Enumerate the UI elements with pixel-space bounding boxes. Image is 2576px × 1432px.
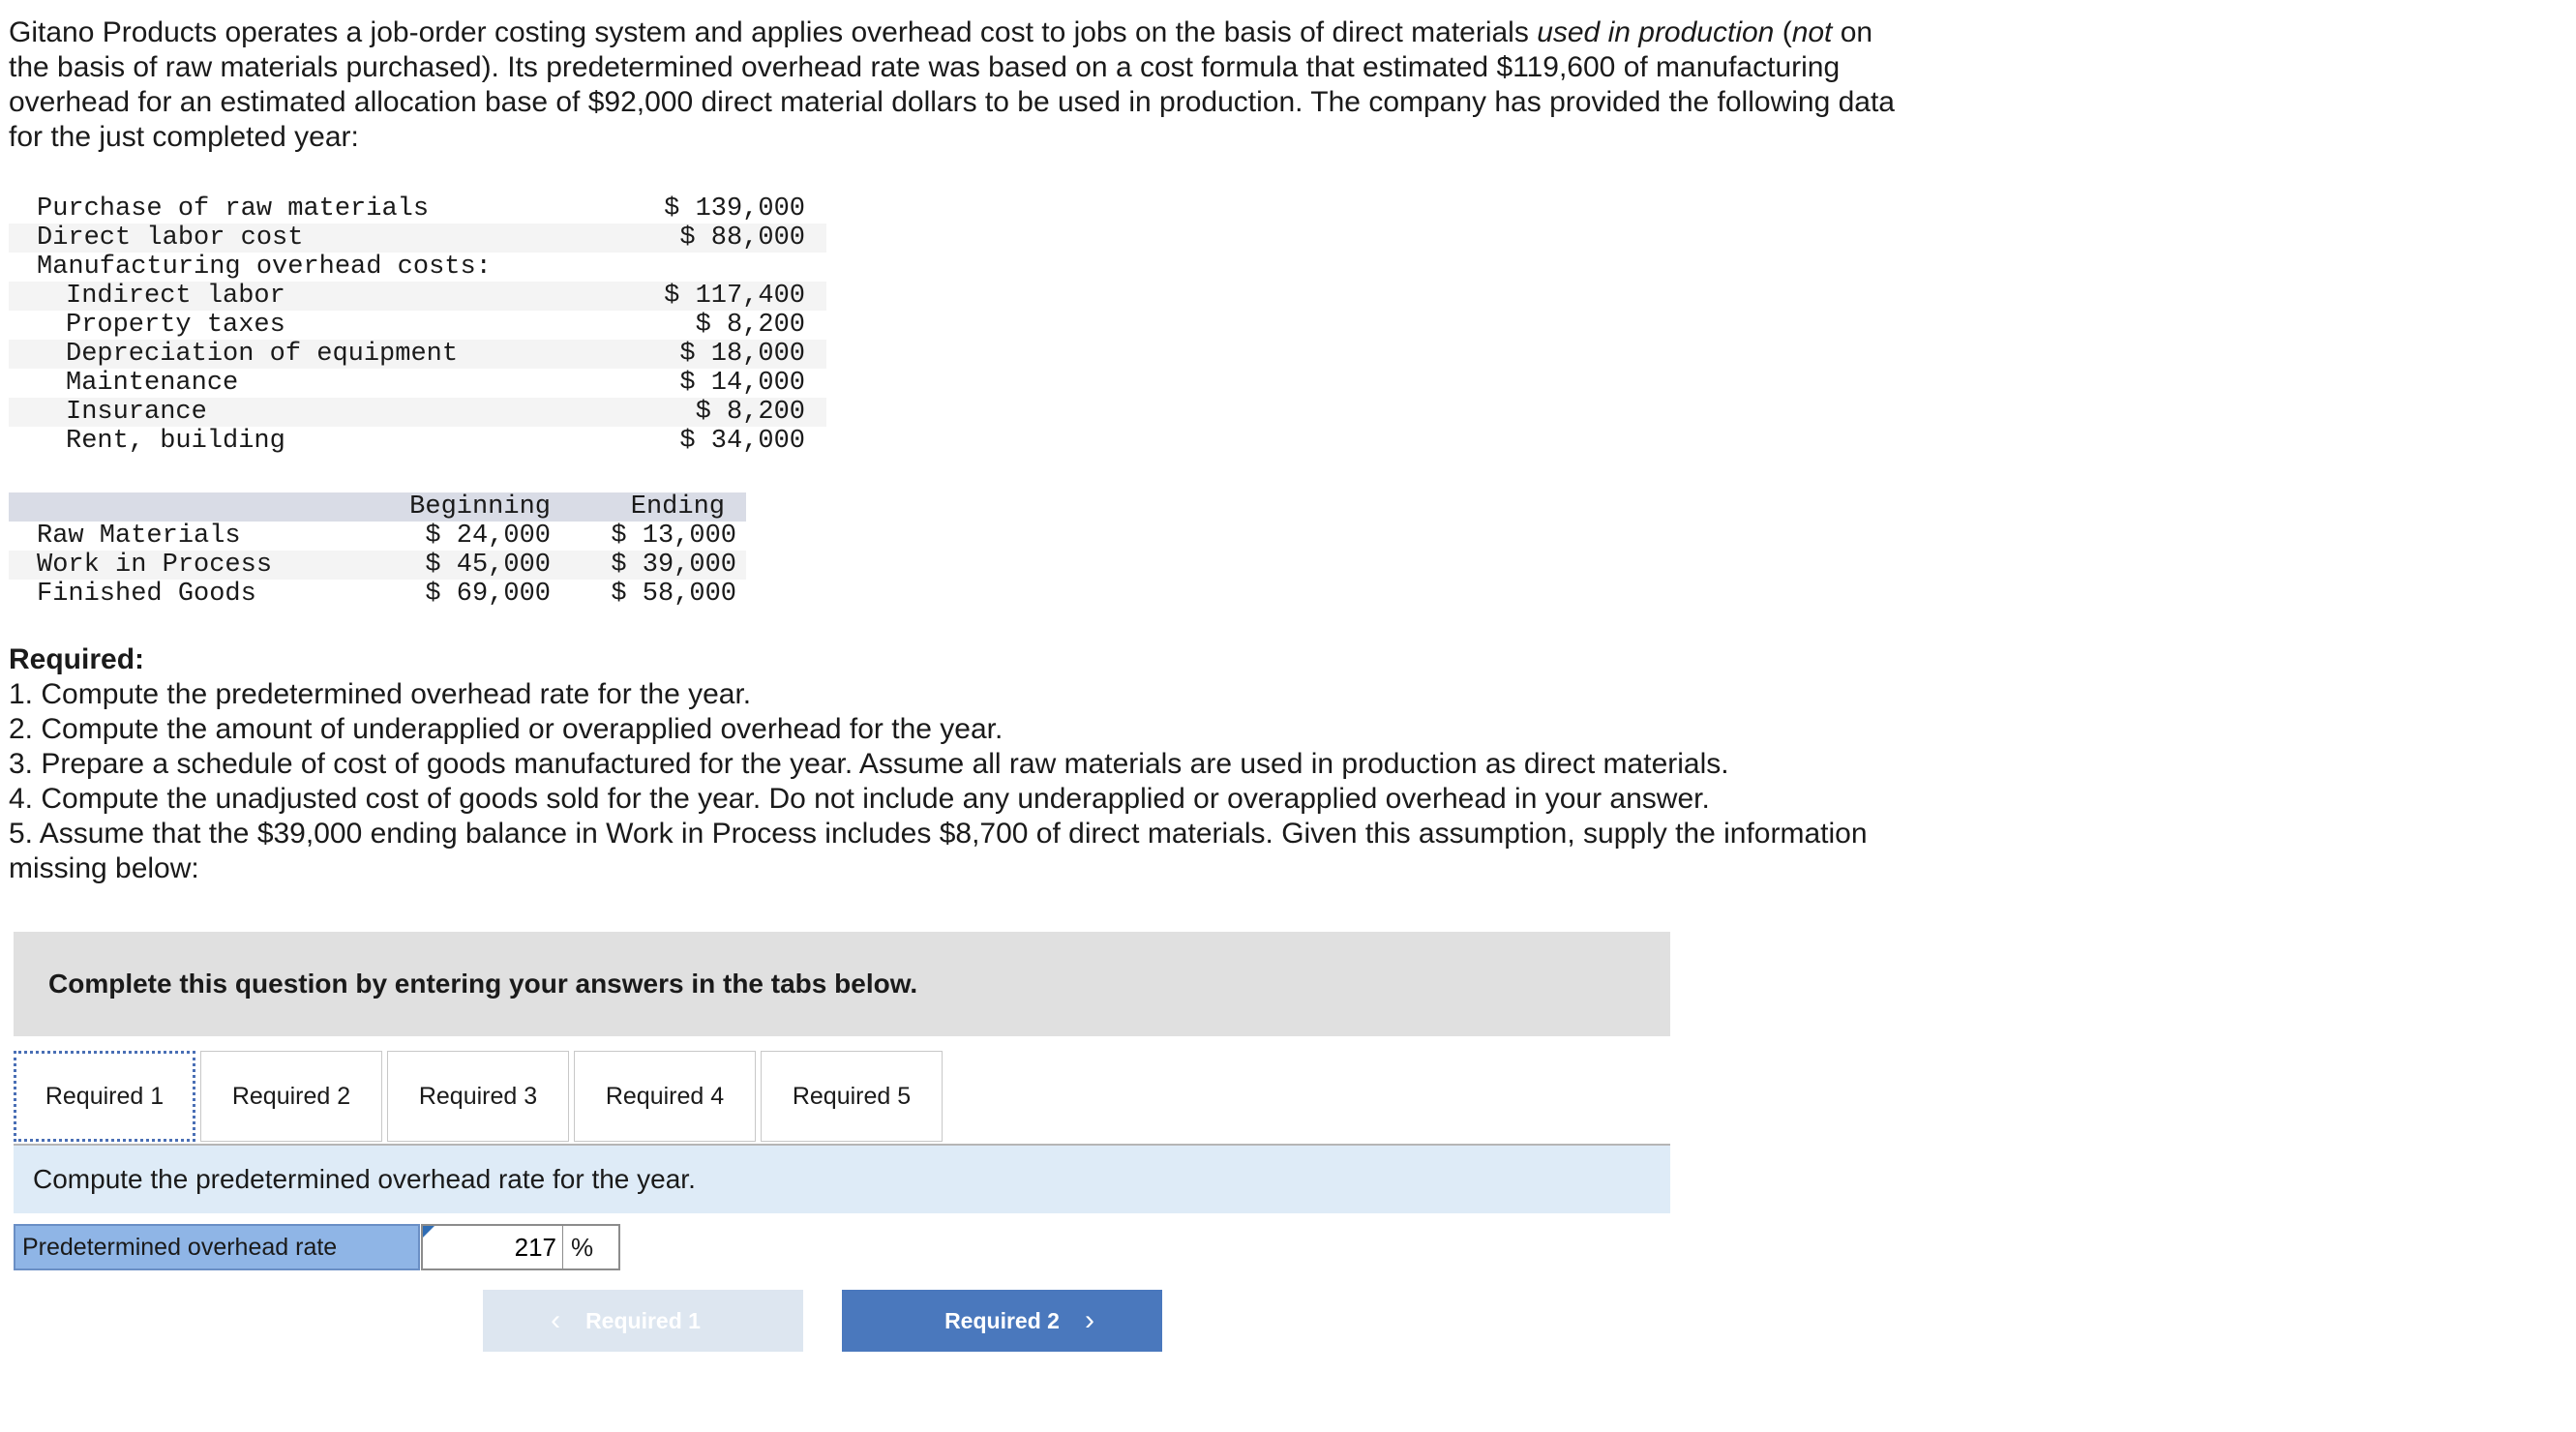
tabs-panel-header [14,932,1670,1036]
row-label: Rent, building [66,427,285,456]
problem-intro [9,15,1896,155]
prev-button-label: Required 1 [585,1307,701,1333]
table-row [9,551,746,580]
prev-button[interactable] [483,1290,803,1352]
answer-label: Predetermined overhead rate [14,1224,420,1270]
row-label: Maintenance [66,369,239,398]
next-button-label: Required 2 [944,1307,1060,1333]
row-label: Work in Process [37,551,273,580]
cell-ending: $ 13,000 [611,522,736,551]
tab-required-5[interactable]: Required 5 [761,1051,943,1142]
panel-heading: Complete this question by entering your answers in the tabs below. [48,969,918,999]
required-item: 2. Compute the amount of underapplied or overapplied overhead for the year. [9,713,1003,745]
table-row [9,194,826,224]
row-label: Purchase of raw materials [37,194,430,224]
row-value: $ 14,000 [679,369,805,398]
cell-beginning: $ 69,000 [425,580,551,609]
tab-required-1[interactable]: Required 1 [14,1051,195,1142]
table-row [9,340,826,369]
tab-instruction [14,1146,1670,1213]
row-value: $ 139,000 [664,194,805,224]
inventory-table [9,492,746,609]
row-label: Direct labor cost [37,224,304,253]
row-value: $ 117,400 [664,282,805,311]
tab-required-3[interactable]: Required 3 [387,1051,569,1142]
chevron-right-icon: › [1084,1304,1094,1336]
intro-italic-1: used in production [1537,16,1775,48]
tab-required-2[interactable]: Required 2 [200,1051,382,1142]
row-label: Depreciation of equipment [66,340,459,369]
row-label: Raw Materials [37,522,241,551]
table-header-row [9,492,746,522]
chevron-left-icon: ‹ [551,1304,561,1336]
table-row [9,522,746,551]
intro-italic-2: not [1791,16,1833,48]
required-item: 5. Assume that the $39,000 ending balance in Work in Process includes $8,700 of direct materials. Given this assumption, supply the information missing below: [9,818,1868,884]
next-button[interactable] [842,1290,1162,1352]
required-item: 4. Compute the unadjusted cost of goods sold for the year. Do not include any underapplied or overapplied overhead in your answer. [9,783,1710,815]
table-row [9,224,826,253]
tab-bar [14,1051,1670,1146]
table-row [9,398,826,427]
table-row [9,253,826,282]
row-label: Property taxes [66,311,285,340]
flag-marker-icon [423,1226,434,1238]
table-row [9,580,746,609]
row-label: Insurance [66,398,207,427]
required-title: Required: [9,643,145,675]
intro-text-1: Gitano Products operates a job-order costing system and applies overhead cost to jobs on the basis of direct materials [9,16,1538,48]
column-header-beginning: Beginning [409,492,551,522]
overhead-rate-input[interactable] [421,1224,563,1270]
row-value: $ 34,000 [679,427,805,456]
table-row [9,427,826,456]
row-value: $ 18,000 [679,340,805,369]
cost-data-table [9,194,826,456]
cell-ending: $ 39,000 [611,551,736,580]
row-label: Finished Goods [37,580,256,609]
percent-unit: % [563,1224,620,1270]
instruction-text: Compute the predetermined overhead rate for the year. [33,1164,696,1194]
cell-beginning: $ 45,000 [425,551,551,580]
intro-text-3: on the basis of raw materials purchased). Its predetermined overhead rate was based on a cost formula that estimated $119,600 of manufacturing overhead for an estimated allocation base of $92,000 direct material dollars to be used in production. The company has provided the following data for the just completed year: [9,16,1895,153]
required-item: 1. Compute the predetermined overhead rate for the year. [9,678,752,710]
tab-required-4[interactable]: Required 4 [574,1051,756,1142]
cell-ending: $ 58,000 [611,580,736,609]
row-value: $ 8,200 [695,398,805,427]
cell-beginning: $ 24,000 [425,522,551,551]
row-value: $ 88,000 [679,224,805,253]
required-item: 3. Prepare a schedule of cost of goods manufactured for the year. Assume all raw materials are used in production as direct materials. [9,748,1729,780]
row-value: $ 8,200 [695,311,805,340]
required-section [9,642,1896,886]
table-row [9,369,826,398]
column-header-ending: Ending [630,492,725,522]
row-label: Manufacturing overhead costs: [37,253,492,282]
intro-text-2: ( [1774,16,1792,48]
row-label: Indirect labor [66,282,285,311]
table-row [9,282,826,311]
table-row [9,311,826,340]
